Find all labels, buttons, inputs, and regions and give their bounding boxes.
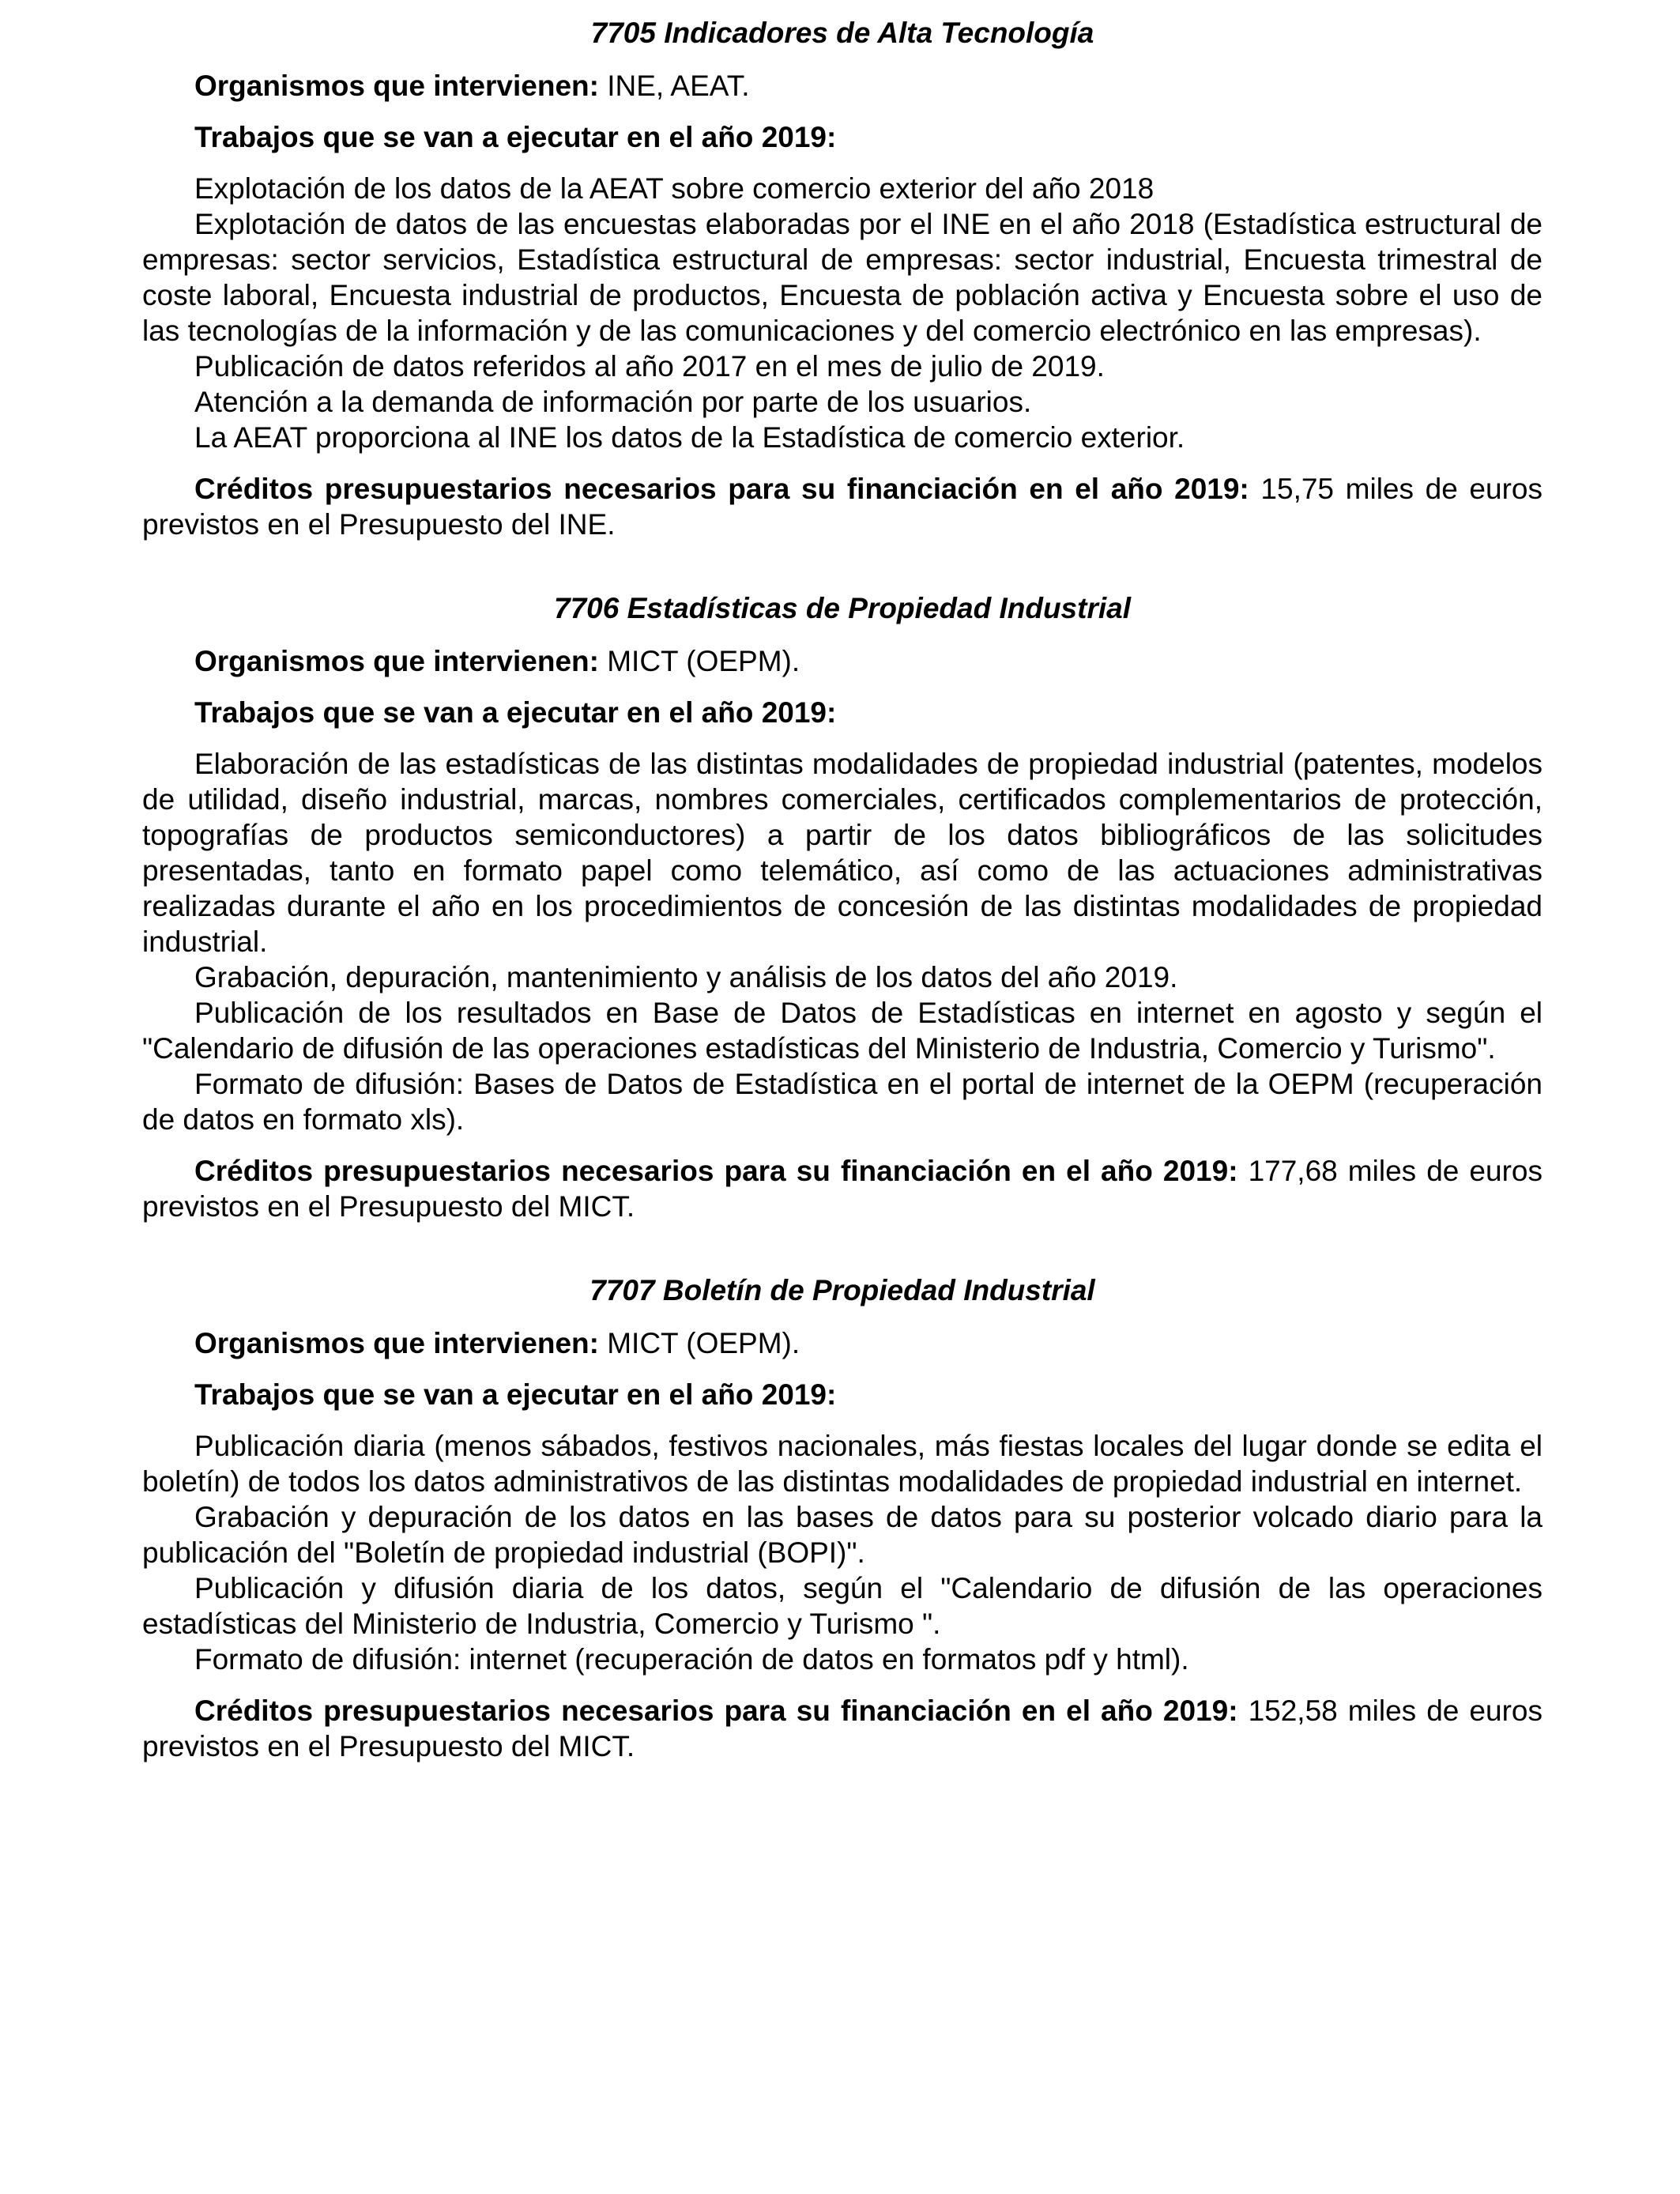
creditos-label: Créditos presupuestarios necesarios para su financiación en el año 2019: bbox=[194, 1155, 1238, 1187]
list-item: Publicación de datos referidos al año 2017 en el mes de julio de 2019. bbox=[194, 350, 1105, 383]
creditos-value: 15,75 miles de euros previstos en el Presupuesto del INE. bbox=[142, 473, 1543, 541]
organismos-line bbox=[142, 643, 1543, 679]
creditos-line bbox=[142, 1693, 1543, 1764]
trabajos-list bbox=[142, 1428, 1543, 1677]
organismos-value: INE, AEAT. bbox=[598, 70, 750, 102]
list-item: Publicación diaria (menos sábados, festivos nacionales, más fiestas locales del lugar donde se edita el boletín) de todos los datos administrativos de las distintas modalidades de propiedad industrial en internet. bbox=[142, 1430, 1543, 1498]
list-item: Grabación y depuración de los datos en las bases de datos para su posterior volcado diario para la publicación del "Boletín de propiedad industrial (BOPI)". bbox=[142, 1501, 1543, 1569]
list-item: Explotación de los datos de la AEAT sobre comercio exterior del año 2018 bbox=[194, 172, 1155, 205]
section-7706 bbox=[142, 590, 1543, 1224]
trabajos-list bbox=[142, 746, 1543, 1137]
list-item: La AEAT proporciona al INE los datos de la Estadística de comercio exterior. bbox=[194, 421, 1185, 454]
list-item: Formato de difusión: internet (recuperación de datos en formatos pdf y html). bbox=[194, 1643, 1189, 1676]
document-page bbox=[142, 14, 1543, 1811]
list-item: Publicación de los resultados en Base de Datos de Estadísticas en internet en agosto y según el "Calendario de difusión de las operaciones estadísticas del Ministerio de Industria, Comercio y Turismo". bbox=[142, 997, 1543, 1065]
organismos-label: Organismos que intervienen: bbox=[194, 1327, 599, 1359]
organismos-value: MICT (OEPM). bbox=[598, 1327, 800, 1359]
trabajos-label: Trabajos que se van a ejecutar en el año 2019: bbox=[194, 1378, 837, 1411]
creditos-value: 177,68 miles de euros previstos en el Presupuesto del MICT. bbox=[142, 1155, 1543, 1223]
list-item: Publicación y difusión diaria de los datos, según el "Calendario de difusión de las operaciones estadísticas del Ministerio de Industria, Comercio y Turismo ". bbox=[142, 1572, 1543, 1640]
organismos-label: Organismos que intervienen: bbox=[194, 70, 599, 102]
organismos-line bbox=[142, 1325, 1543, 1361]
organismos-label: Organismos que intervienen: bbox=[194, 645, 599, 677]
section-7707 bbox=[142, 1272, 1543, 1764]
trabajos-label: Trabajos que se van a ejecutar en el año 2019: bbox=[194, 696, 837, 729]
section-title: 7707 Boletín de Propiedad Industrial bbox=[590, 1274, 1095, 1306]
creditos-label: Créditos presupuestarios necesarios para su financiación en el año 2019: bbox=[194, 1695, 1238, 1727]
creditos-value: 152,58 miles de euros previstos en el Presupuesto del MICT. bbox=[142, 1695, 1543, 1762]
list-item: Explotación de datos de las encuestas elaboradas por el INE en el año 2018 (Estadística estructural de empresas: sector servicios, Estadística estructural de empresas: sector industrial, Encuesta trimestral de coste laboral, Encuesta industrial de productos, Encuesta de población activa y Encuesta sobre el uso de las tecnologías de la información y de las comunicaciones y del comercio electrónico en las empresas). bbox=[142, 208, 1543, 347]
list-item: Formato de difusión: Bases de Datos de Estadística en el portal de internet de la OEPM (recuperación de datos en formato xls). bbox=[142, 1068, 1543, 1136]
trabajos-list bbox=[142, 171, 1543, 455]
list-item: Elaboración de las estadísticas de las distintas modalidades de propiedad industrial (patentes, modelos de utilidad, diseño industrial, marcas, nombres comerciales, certificados complementarios de protección, topografías de productos semiconductores) a partir de los datos bibliográficos de las solicitudes presentadas, tanto en formato papel como telemático, así como de las actuaciones administrativas realizadas durante el año en los procedimientos de concesión de las distintas modalidades de propiedad industrial. bbox=[142, 748, 1543, 958]
section-7705 bbox=[142, 14, 1543, 542]
list-item: Grabación, depuración, mantenimiento y análisis de los datos del año 2019. bbox=[194, 961, 1178, 993]
creditos-label: Créditos presupuestarios necesarios para su financiación en el año 2019: bbox=[194, 473, 1249, 505]
creditos-line bbox=[142, 471, 1543, 542]
list-item: Atención a la demanda de información por parte de los usuarios. bbox=[194, 386, 1032, 418]
section-title: 7705 Indicadores de Alta Tecnología bbox=[590, 17, 1094, 49]
organismos-value: MICT (OEPM). bbox=[598, 645, 800, 677]
creditos-line bbox=[142, 1153, 1543, 1224]
trabajos-label: Trabajos que se van a ejecutar en el año 2019: bbox=[194, 121, 837, 153]
organismos-line bbox=[142, 68, 1543, 104]
section-title: 7706 Estadísticas de Propiedad Industrial bbox=[554, 592, 1131, 624]
